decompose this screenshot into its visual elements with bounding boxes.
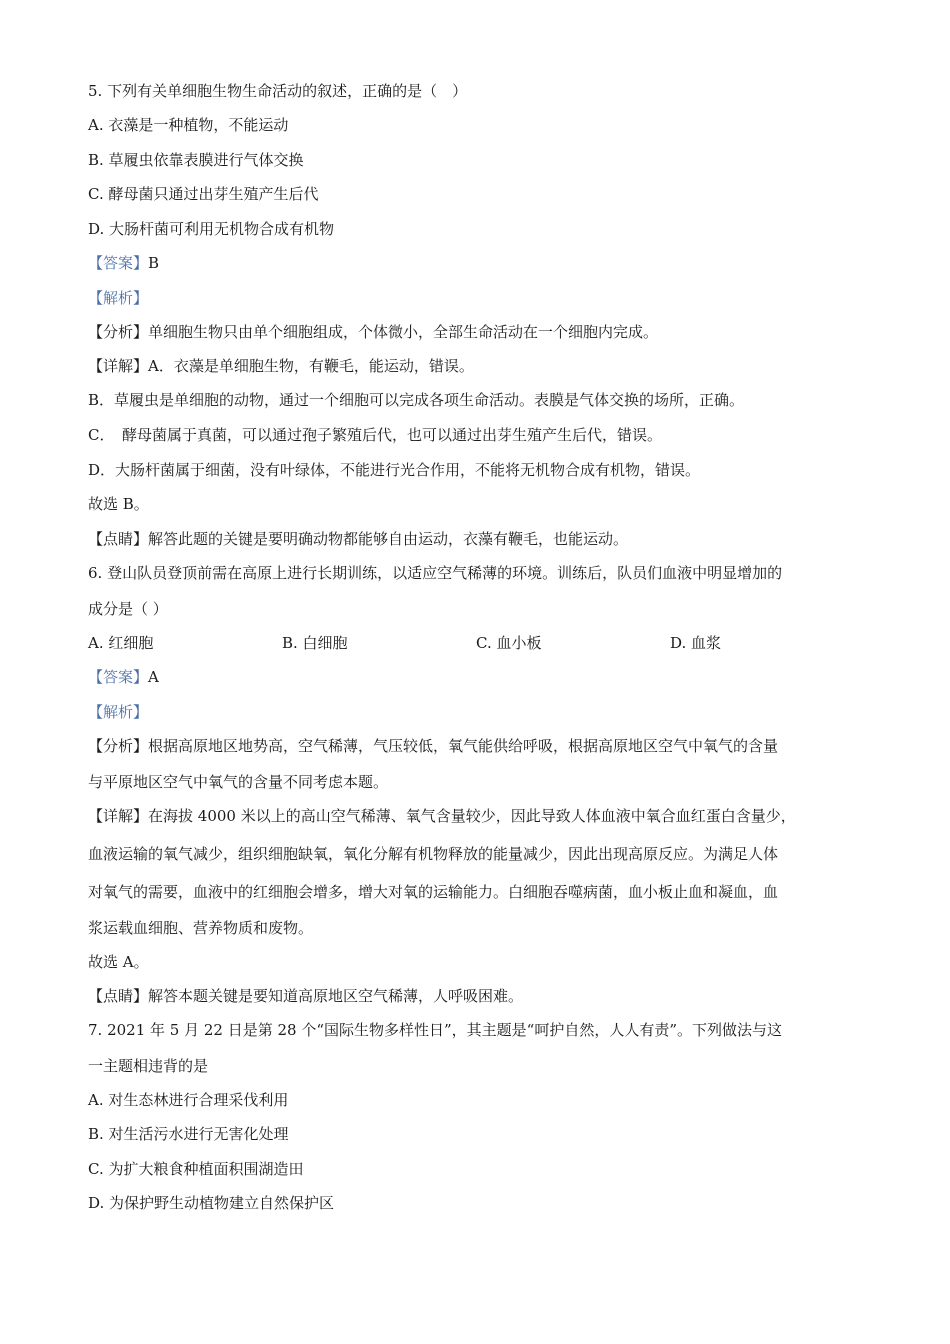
q6-option-b: B. 白细胞	[282, 634, 348, 652]
q5-option-a: A. 衣藻是一种植物，不能运动	[88, 116, 289, 134]
q6-option-d: D. 血浆	[670, 634, 722, 652]
q5-detail-b: B．草履虫是单细胞的动物，通过一个细胞可以完成各项生命活动。表膜是气体交换的场所，正确。	[88, 391, 745, 409]
fenxi-tag: 【分析】	[88, 737, 149, 755]
answer-tag: 【答案】	[88, 668, 149, 686]
q7-option-a: A. 对生态林进行合理采伐利用	[88, 1091, 289, 1109]
q5-analysis-tag: 【解析】	[88, 289, 149, 307]
q7-stem-line1: 7. 2021 年 5 月 22 日是第 28 个“国际生物多样性日”，其主题是“呵护自然，人人有责”。下列做法与这	[88, 1021, 783, 1039]
q5-detail-d: D．大肠杆菌属于细菌，没有叶绿体，不能进行光合作用，不能将无机物合成有机物，错误。	[88, 461, 701, 479]
q6-dianjing	[88, 986, 878, 1006]
xiangjie-tag: 【详解】	[88, 357, 149, 375]
q6-detail-line2: 血液运输的氧气减少，组织细胞缺氧，氧化分解有机物释放的能量减少，因此出现高原反应。为满足人体	[88, 845, 779, 863]
q5-option-c: C. 酵母菌只通过出芽生殖产生后代	[88, 185, 319, 203]
q5-dianjing-text: 解答此题的关键是要明确动物都能够自由运动，衣藻有鞭毛，也能运动。	[148, 530, 629, 548]
q6-answer	[88, 667, 878, 687]
q6-detail-line3: 对氧气的需要，血液中的红细胞会增多，增大对氧的运输能力。白细胞吞噬病菌，血小板止血和凝血，血	[88, 883, 779, 901]
q5-fenxi-text: 单细胞生物只由单个细胞组成，个体微小，全部生命活动在一个细胞内完成。	[148, 323, 659, 341]
q6-xiangjie-text: 在海拔 4000 米以上的高山空气稀薄、氧气含量较少，因此导致人体血液中氧合血红蛋白含量少，	[148, 807, 796, 825]
q5-option-d: D. 大肠杆菌可利用无机物合成有机物	[88, 220, 335, 238]
q6-stem-line2: 成分是（ ）	[88, 600, 168, 618]
q6-fenxi-line2: 与平原地区空气中氧气的含量不同考虑本题。	[88, 773, 389, 791]
q6-answer-value: A	[148, 668, 159, 686]
dianjing-tag: 【点睛】	[88, 987, 149, 1005]
q6-fenxi-text: 根据高原地区地势高，空气稀薄，气压较低，氧气能供给呼吸，根据高原地区空气中氧气的含量	[148, 737, 779, 755]
q5-dianjing	[88, 529, 878, 549]
q6-fenxi-line1	[88, 736, 878, 756]
answer-tag: 【答案】	[88, 254, 149, 272]
q5-answer-value: B	[148, 254, 160, 272]
q7-stem-line2: 一主题相违背的是	[88, 1057, 209, 1075]
dianjing-tag: 【点睛】	[88, 530, 149, 548]
q7-option-b: B. 对生活污水进行无害化处理	[88, 1125, 289, 1143]
fenxi-tag: 【分析】	[88, 323, 149, 341]
q6-conclusion: 故选 A。	[88, 953, 149, 971]
q6-detail-line4: 浆运载血细胞、营养物质和废物。	[88, 919, 314, 937]
q6-dianjing-text: 解答本题关键是要知道高原地区空气稀薄，人呼吸困难。	[148, 987, 524, 1005]
q6-stem-line1: 6. 登山队员登顶前需在高原上进行长期训练，以适应空气稀薄的环境。训练后，队员们血液中明显增加的	[88, 564, 783, 582]
q6-analysis-tag: 【解析】	[88, 703, 149, 721]
q5-fenxi	[88, 322, 878, 342]
q5-stem: 5. 下列有关单细胞生物生命活动的叙述，正确的是（ ）	[88, 82, 468, 100]
q7-option-c: C. 为扩大粮食种植面积围湖造田	[88, 1160, 304, 1178]
q6-option-c: C. 血小板	[476, 634, 542, 652]
q6-option-a: A. 红细胞	[88, 634, 154, 652]
q5-detail-c: C． 酵母菌属于真菌，可以通过孢子繁殖后代，也可以通过出芽生殖产生后代，错误。	[88, 426, 662, 444]
q5-xiangjie-text: A．衣藻是单细胞生物，有鞭毛，能运动，错误。	[148, 357, 474, 375]
q5-conclusion: 故选 B。	[88, 495, 149, 513]
xiangjie-tag: 【详解】	[88, 807, 149, 825]
q5-xiangjie	[88, 356, 878, 376]
q7-option-d: D. 为保护野生动植物建立自然保护区	[88, 1194, 335, 1212]
q5-option-b: B. 草履虫依靠表膜进行气体交换	[88, 151, 304, 169]
q5-answer	[88, 253, 878, 273]
q6-xiangjie-line1	[88, 806, 878, 826]
